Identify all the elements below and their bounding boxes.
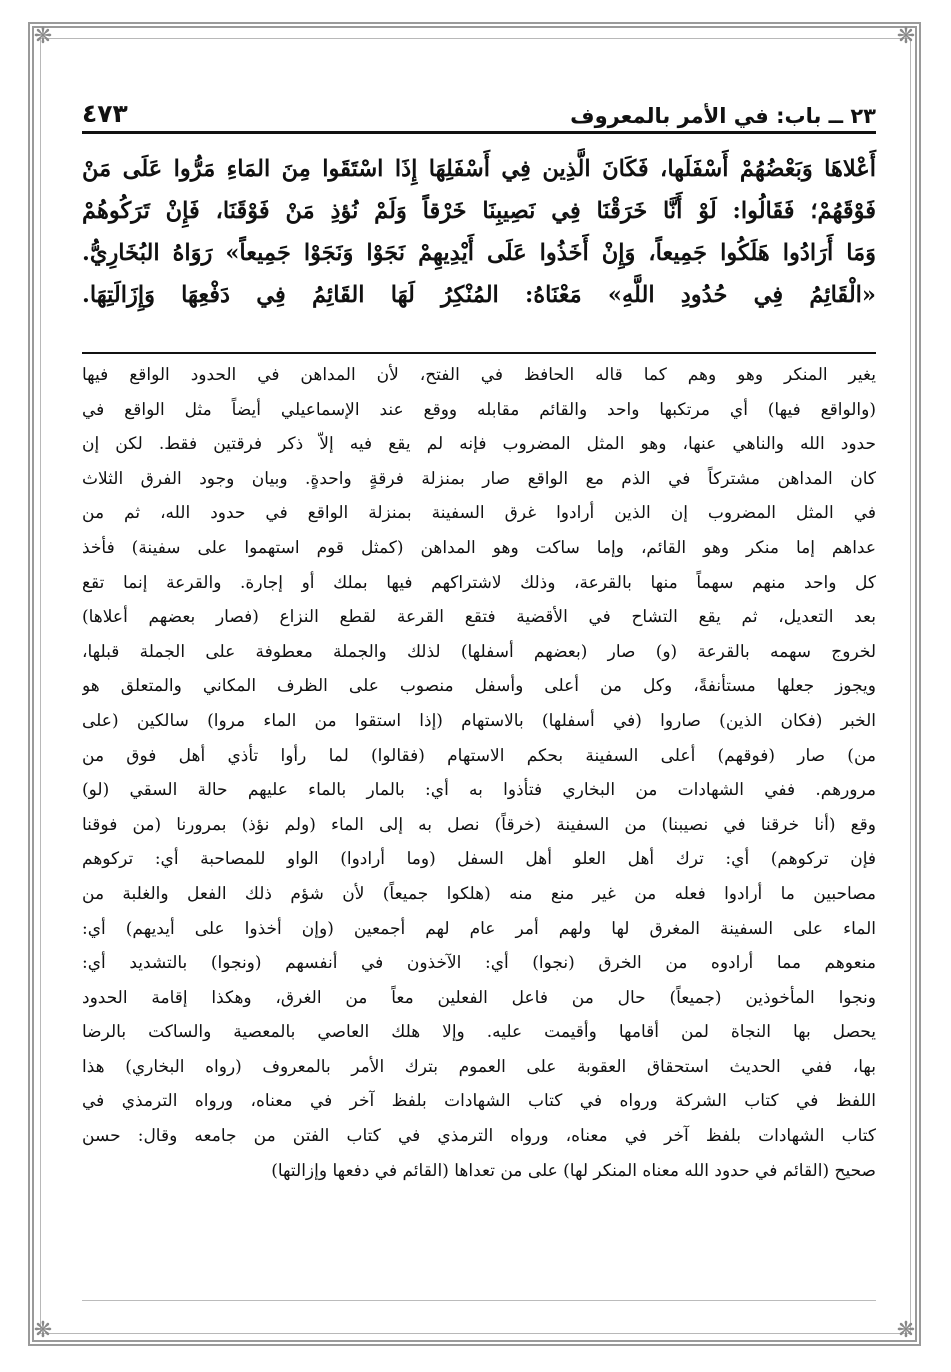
hadith-line: «الْقَائِمُ فِي حُدُودِ اللَّهِ» مَعْنَاهُ: المُنْكِرُ لَهَا القَائِمُ فِي دَفْعِهَا وَإِزَالَتِهَا. [82,282,876,308]
corner-ornament-icon: ❋ [33,1318,53,1343]
commentary-line: كان المداهن مشتركاً في الذم مع الواقع صار بمنزلة فرقةٍ واحدةٍ. وبيان وجود الفرق الثلاث [82,468,876,489]
commentary-line: بعد التعديل، ثم يقع التشاح في الأقضية فتقع القرعة لقطع النزاع (فصار بعضهم أعلاها) [82,607,876,628]
commentary-divider [82,352,876,354]
commentary-line: صحيح (القائم في حدود الله معناه المنكر لها) على من تعداها (القائم في دفعها وإزالتها) [271,1160,876,1181]
commentary-line: كتاب الشهادات بلفظ آخر في معناه، ورواه الترمذي في كتاب الفتن من جامعه وقال: حسن [82,1126,876,1147]
commentary-line: منعوهم مما أرادوه من الخرق (نجوا) أي: الآخذون في أنفسهم (ونجوا) بالتشديد أي: [82,953,876,974]
commentary-line: يغير المنكر وهو وهم كما قاله الحافظ في الفتح، لأن المداهن في الحدود الواقع فيها [82,365,876,385]
commentary-line: الماء على السفينة المغرق لها ولهم أمر عام لهم أجمعين (وإن أخذوا على أيديهم) أي: [82,918,876,939]
commentary-text [82,358,876,1188]
commentary-line: الخبر (فكان الذين) صاروا (في أسفلها) بالاستهام (إذا استقوا من الماء مروا) سالكين (على [82,710,876,731]
commentary-line: من) صار (فوقهم) أعلى السفينة بحكم الاستهام (فقالوا) لما رأوا تأذي أهل فوق من [82,745,876,766]
commentary-line: اللفظ في كتاب الشركة ورواه في كتاب الشهادات بلفظ آخر في معناه، ورواه الترمذي في [82,1091,876,1112]
corner-ornament-icon: ❋ [896,1318,916,1343]
commentary-line: (والواقع فيها) أي مرتكبها واحد والقائم مقابله ووقع عند الإسماعيلي أيضاً مثل الواقع في [82,399,876,420]
hadith-line: أَعْلاهَا وَبَعْضُهُمْ أَسْفَلَها، فَكَانَ الَّذِين فِي أَسْفَلِهَا إِذَا اسْتَقَوا مِنَ المَاءِ مَرُّوا عَلَى مَنْ [82,156,876,182]
commentary-line: حدود الله والناهي عنها، وهو المثل المضروب فإنه لم يقع فيه إلاّ ذكر فرقتين فقط. لكن إن [82,434,876,455]
commentary-line: في المثل المضروب إن الذين أرادوا غرق السفينة بمنزلة الواقع في حدود الله، ثم من [82,503,876,524]
commentary-line: بها، ففي الحديث استحقاق العقوبة على العموم بترك الأمر بالمعروف (رواه البخاري) هذا [82,1056,876,1077]
commentary-line: فإن تركوهم) أي: ترك أهل العلو أهل السفل (وما أرادوا) الواو للمصاحبة أي: تركوهم [82,849,876,870]
running-header [82,88,876,128]
commentary-line: لخروج سهمه بالقرعة (و) صار (بعضهم أسفلها) لذلك والجملة معطوفة على الجملة قبلها، [82,641,876,662]
commentary-line: ونجوا المأخوذين (جميعاً) حال من فاعل الفعلين معاً من الغرق، وهكذا إقامة الحدود [82,987,876,1008]
commentary-line: يحصل بها النجاة لمن أقامها وأقيمت عليه. وإلا هلك العاصي بالمعصية والساكت بالرضا [82,1022,876,1043]
footer-divider [82,1300,876,1301]
hadith-text [82,148,876,316]
header-divider [82,131,876,134]
hadith-line: وَمَا أَرَادُوا هَلَكُوا جَمِيعاً، وَإِنْ أَخَذُوا عَلَى أَيْدِيهِمْ نَجَوْا وَنَجَوْا جَمِيعاً» رَوَاهُ البُخَارِيُّ. [82,240,876,266]
commentary-line: مرورهم. ففي الشهادات من البخاري فتأذوا به أي: بالمار بالماء عليهم حالة السقي (لو) [82,780,876,801]
commentary-line: عداهم إما منكر وهو القائم، وإما ساكت وهو المداهن (كمثل قوم استهموا على سفينة) فأخذ [82,537,876,558]
corner-ornament-icon: ❋ [896,24,916,49]
commentary-line: وقع (أنا خرقنا في نصيبنا) من السفينة (خرقاً) نصل به إلى الماء (ولم نؤذ) بمرورنا (من فوقنا [82,814,876,835]
chapter-title: ٢٣ ــ باب: في الأمر بالمعروف [570,104,876,128]
commentary-line: كل واحد منهم سهماً منها بالقرعة، وذلك لاشتراكهم فيها بملك أو إجارة. والقرعة إنما تقع [82,572,876,593]
hadith-line: فَوْقَهُمْ؛ فَقَالُوا: لَوْ أَنَّا خَرَقْنَا فِي نَصِيبِنَا خَرْقاً وَلَمْ نُؤذِ مَنْ فَوْقَنَا، فَإِنْ تَرَكُوهُمْ [82,198,876,224]
commentary-line: ويجوز جعلها مستأنفةً، وكل من أعلى وأسفل منصوب على الظرف المكاني والمتعلق هو [82,676,876,697]
corner-ornament-icon: ❋ [33,24,53,49]
commentary-line: مصاحبين ما أرادوا فعله من غير منع منه (هلكوا جميعاً) لأن شؤم ذلك الفعل والغلبة من [82,883,876,904]
page-number: ٤٧٣ [82,99,128,128]
